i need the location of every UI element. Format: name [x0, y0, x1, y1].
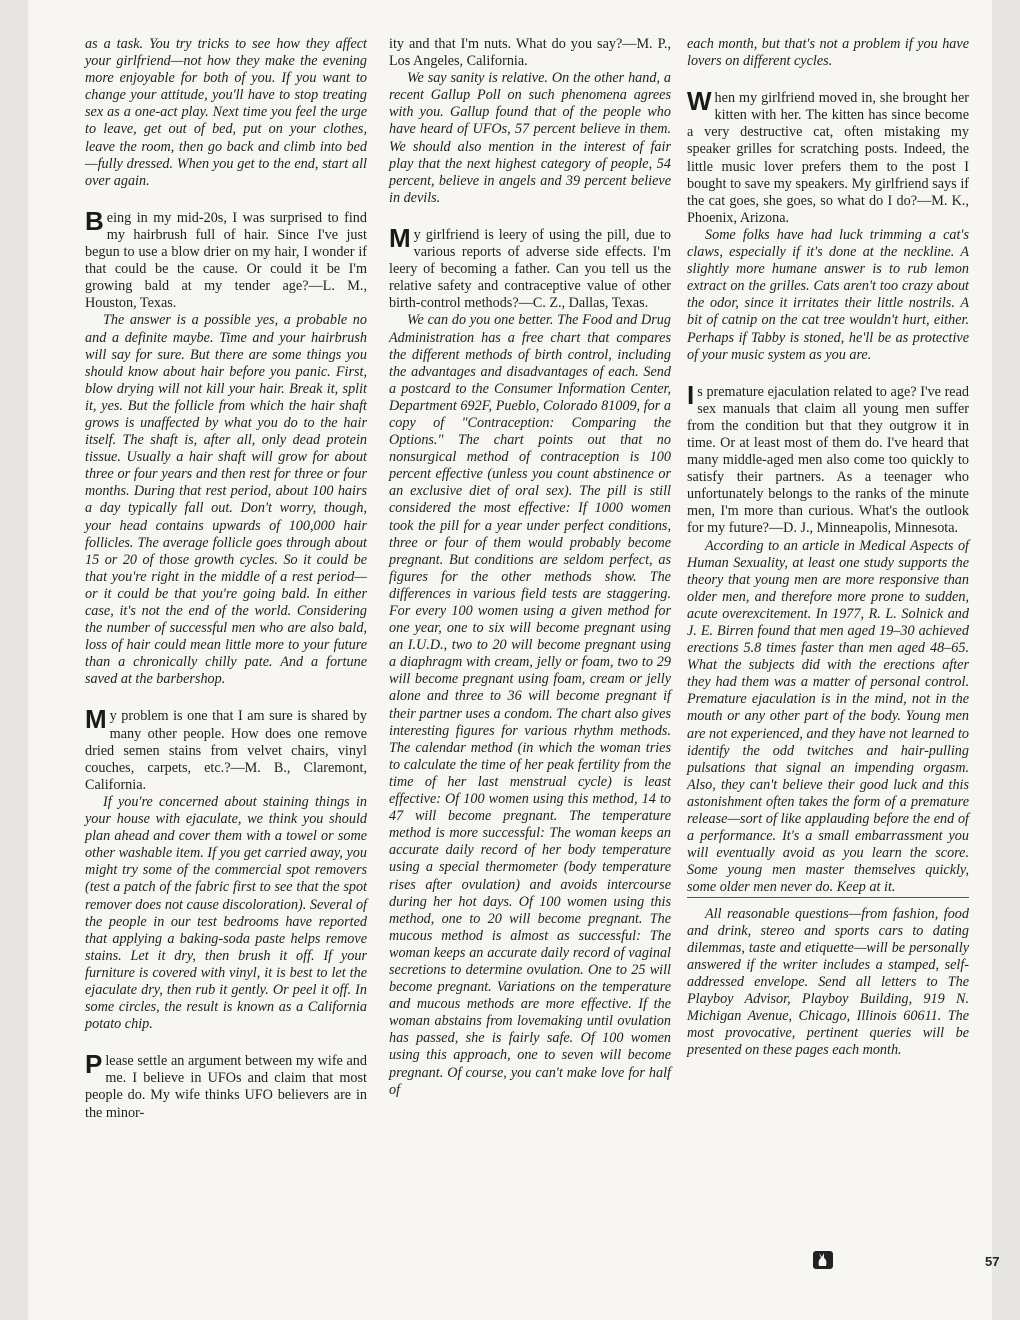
- column-1: [85, 36, 367, 1122]
- question-text: ity and that I'm nuts. What do you say?—M. P., Los Angeles, California.: [389, 36, 671, 70]
- question-body: y girlfriend is leery of using the pill, due to various reports of adverse side effects. I'm leery of becoming a father. Can you tell us the relative safety and contraceptive value of other birth-control methods?—C. Z., Dallas, Texas.: [389, 226, 671, 312]
- column-2: [389, 36, 671, 1099]
- question-text: [85, 704, 367, 793]
- answer-text: We can do you one better. The Food and Drug Administration has a free chart that compares the different methods of birth control, including the advantages and disadvantages of each. Send a postcard to the Consumer Information Center, Department 692F, Pueblo, Colorado 81009, for a copy of "Contraception: Comparing the Options." The chart points out that no nonsurgical method of contraception is 100 percent effective (unless you count abstinence or an exclusive diet of oral sex). The pill is still considered the most effective: If 1000 women took the pill for a year under perfect conditions, three or four of them would probably become pregnant. But conditions are seldom perfect, as figures for the other methods show. The differences in various field tests are staggering. For every 100 women using a given method for one year, one to six will become pregnant using an I.U.D., two to 20 will become pregnant using a diaphragm with cream, jelly or foam, two to 29 will become pregnant using foam, cream or jelly alone and three to 36 will become pregnant if their partner uses a condom. The chart also gives interesting figures for various rhythm methods. The calendar method (in which the woman tries to calculate the time of her peak fertility from the time of her last menstrual cycle) is least effective: Of 100 women using this method, 14 to 47 will become pregnant. The temperature method is more successful: The woman keeps an accurate daily record of her body temperature using a special thermometer (body temperature rises after ovulation) and avoids intercourse during her hot days. Of 100 women using this method, one to 20 will become pregnant. The mucous method is almost as successful: The woman keeps an accurate daily record of vaginal secretions to determine ovulation. One to 25 will become pregnant. Variations on the temperature and mucous methods are more effective. If the woman abstains from lovemaking until ovulation has passed, she is fairly safe. Of 100 women using this approach, one to seven will become pregnant. Of course, you can't make love for half of: [389, 312, 671, 1098]
- drop-cap: P: [85, 1049, 103, 1080]
- question-text: [85, 205, 367, 313]
- rabbit-head-icon: [813, 1251, 833, 1269]
- question-body: hen my girlfriend moved in, she brought her kitten with her. The kitten has since become a very destructive cat, often mistaking my speaker grilles for scratching posts. Indeed, the little music lover prefers them to the post I bought to save my speakers. My girlfriend says if the cat goes, she goes, so what do I do?—M. K., Phoenix, Arizona.: [687, 90, 969, 226]
- answer-text: We say sanity is relative. On the other hand, a recent Gallup Poll on such phenomena agrees with you. Gallup found that of the people who have heard of UFOs, 57 percent believe in them. We should also mention in the interest of fair play that the next highest category of people, 54 percent, believe in angels and 39 percent believe in devils.: [389, 70, 671, 206]
- column-3: [687, 36, 969, 1059]
- question-text: [389, 222, 671, 312]
- question-text: [687, 379, 969, 538]
- answer-text: each month, but that's not a problem if you have lovers on different cycles.: [687, 36, 969, 70]
- question-body: y problem is one that I am sure is shared by many other people. How does one remove dried semen stains from velvet chairs, vinyl couches, carpets, etc.?—M. B., Claremont, California.: [85, 708, 367, 793]
- question-body: eing in my mid-20s, I was surprised to find my hairbrush full of hair. Since I've just begun to use a blow drier on my hair, I wonder if that could be the cause. Or could it be I'm growing bald at my tender age?—L. M., Houston, Texas.: [85, 209, 367, 312]
- magazine-page: [28, 0, 1000, 1320]
- answer-text: as a task. You try tricks to see how they affect your girlfriend—not how they make the evening more enjoyable for both of you. If you want to change your attitude, you'll have to stop treating sex as a one-act play. Next time you feel the urge to leave, get out of bed, put on your clothes, leave the room, then go back and climb into bed—fully dressed. When you get to the end, start all over again.: [85, 36, 367, 189]
- answer-text: According to an article in Medical Aspects of Human Sexuality, at least one study supports the theory that young men are more responsive than older men, and therefore more prone to sudden, acute overexcitement. In 1977, R. L. Solnick and J. E. Birren found that men aged 19–30 achieved erections 5.8 times faster than men aged 48–65. What the subjects did with the erections after they had them was a matter of personal control. Premature ejaculation is in the mind, not in the mouth or any other part of the body. Young men are not experienced, and they have not learned to identify the odd twitches and hair-pulling pulsations that signal an impending orgasm. Also, they can't believe their good luck and this astonishment often takes the form of a premature release—sort of like applauding before the end of a performance. It's a small embarrassment you will eventually avoid as you learn the score. Some young men master themselves quickly, some older men never do. Keep at it.: [687, 537, 969, 896]
- drop-cap: I: [687, 379, 695, 410]
- question-text: [687, 86, 969, 227]
- drop-cap: M: [85, 704, 107, 735]
- question-text: [85, 1049, 367, 1121]
- answer-text: If you're concerned about staining things in your house with ejaculate, we think you should plan ahead and cover them with a towel or some other washable item. If you get carried away, you might try some of the commercial spot removers (test a patch of the fabric first to see that the spot remover does not cause discoloration). Several of the people in our test bedrooms have reported that applying a baking-soda paste helps remove stains. Let it dry, then brush it off. If your furniture is covered with vinyl, it is best to let the ejaculate dry, then rub it gently. Or peel it off. In some circles, the result is known as a California potato chip.: [85, 793, 367, 1033]
- drop-cap: M: [389, 222, 411, 253]
- answer-text: Some folks have had luck trimming a cat's claws, especially if it's done at the neckline. A slightly more humane answer is to rub lemon extract on the grilles. Cats aren't too crazy about the odor, since it irritates their little nostrils. A bit of catnip on the cat tree wouldn't hurt, either. Perhaps if Tabby is stoned, he'll be as protective of your music system as you are.: [687, 226, 969, 363]
- question-body: s premature ejaculation related to age? I've read sex manuals that claim all young men suffer from the condition but that they outgrow it in time. Or at least most of them do. I've heard that many middle-aged men also come too quickly to satisfy their partners. As a teenager who unfortunately belongs to the ranks of the minute men, I'm more than curious. What's the outlook for my future?—D. J., Minneapolis, Minnesota.: [687, 383, 969, 537]
- question-body: lease settle an argument between my wife and me. I believe in UFOs and claim that most people do. My wife thinks UFO believers are in the minor-: [85, 1053, 367, 1121]
- drop-cap: W: [687, 86, 712, 117]
- closing-note: All reasonable questions—from fashion, food and drink, stereo and sports cars to dating dilemmas, taste and etiquette—will be personally answered if the writer includes a stamped, self-addressed envelope. Send all letters to The Playboy Advisor, Playboy Building, 919 N. Michigan Avenue, Chicago, Illinois 60611. The most provocative, pertinent queries will be presented on these pages each month.: [687, 897, 969, 1060]
- answer-text: The answer is a possible yes, a probable no and a definite maybe. Time and your hairbrush will say for sure. But there are some things you should know about hair before you panic. First, blow drying will not kill your hair. Break it, split it, yes. But the follicle from which the hair shaft grows is unaffected by what you do to the hair itself. The shaft is, after all, only dead protein tissue. Usually a hair shaft will grow for about three or four years and then rest for three or four months. During that rest period, about 100 hairs a day typically fall out. Don't worry, though, your head contains upwards of 100,000 hair follicles. The average follicle goes through about 15 or 20 of those growth cycles. So it could be that you're right in the middle of a rest period—or it could be that you're going bald. In either case, it's not the end of the world. Considering the number of successful men who are also bald, loss of hair could mean little more to your future than a chronically chilly pate. And a fortune saved at the barbershop.: [85, 312, 367, 688]
- page-number: 57: [985, 1254, 1000, 1269]
- drop-cap: B: [85, 205, 104, 236]
